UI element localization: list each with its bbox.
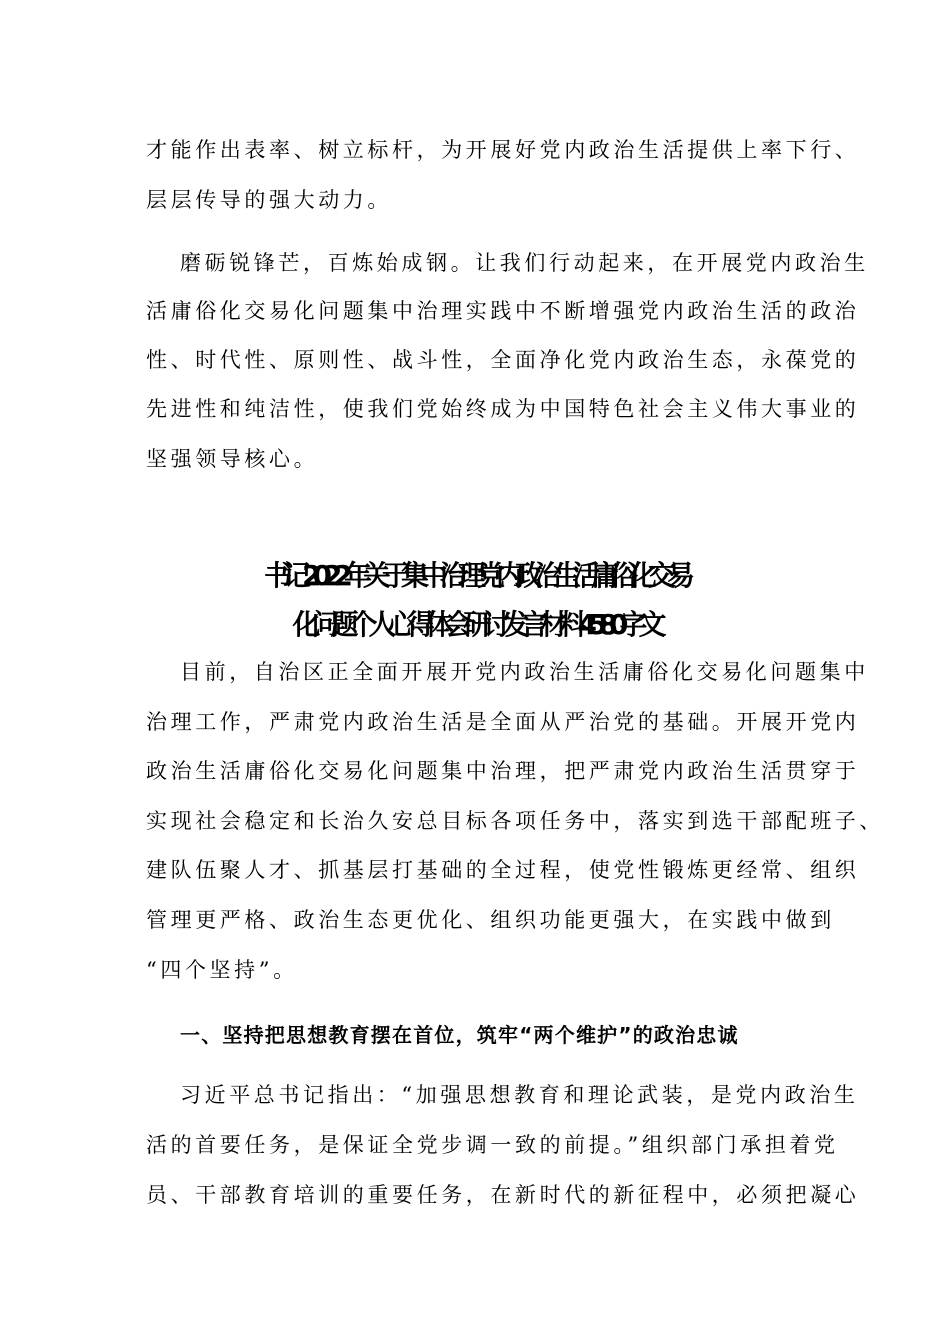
paragraph-4-line-1: 习近平总书记指出：“加强思想教育和理论武装，是党内政治生: [180, 1083, 859, 1107]
paragraph-3-line-6: 管理更严格、政治生态更优化、组织功能更强大，在实践中做到: [146, 908, 835, 932]
paragraph-1-line-1: 才能作出表率、树立标杆，为开展好党内政治生活提供上率下行、: [146, 138, 860, 162]
paragraph-2-line-4: 先进性和纯洁性，使我们党始终成为中国特色社会主义伟大事业的: [146, 397, 860, 421]
paragraph-2-line-3: 性、时代性、原则性、战斗性，全面净化党内政治生态，永葆党的: [146, 348, 860, 372]
article-title-line-2: 化问题个人心得体会研讨发言材料4580字文: [292, 608, 658, 641]
paragraph-3-line-5: 建队伍聚人才、抓基层打基础的全过程，使党性锻炼更经常、组织: [146, 858, 860, 882]
paragraph-2-line-2: 活庸俗化交易化问题集中治理实践中不断增强党内政治生活的政治: [146, 299, 860, 323]
paragraph-4-line-3: 员、干部教育培训的重要任务，在新时代的新征程中，必须把凝心: [146, 1183, 860, 1207]
paragraph-3-line-3: 政治生活庸俗化交易化问题集中治理，把严肃党内政治生活贯穿于: [146, 759, 860, 783]
paragraph-4-line-2: 活的首要任务，是保证全党步调一致的前提。”组织部门承担着党: [146, 1133, 839, 1157]
paragraph-3-line-1: 目前，自治区正全面开展开党内政治生活庸俗化交易化问题集中: [180, 660, 869, 684]
article-title-line-1: 书记2022年关于集中治理党内政治生活庸俗化交易: [264, 559, 686, 592]
paragraph-3-line-2: 治理工作，严肃党内政治生活是全面从严治党的基础。开展开党内: [146, 710, 860, 734]
paragraph-2-line-1: 磨砺锐锋芒，百炼始成钢。让我们行动起来，在开展党内政治生: [180, 251, 869, 275]
paragraph-1-line-2: 层层传导的强大动力。: [146, 188, 392, 212]
paragraph-2-line-5: 坚强领导核心。: [146, 447, 319, 471]
section-heading: 一、坚持把思想教育摆在首位，筑牢“两个维护”的政治忠诚: [180, 1023, 739, 1047]
paragraph-3-line-7: “四个坚持”。: [146, 958, 298, 982]
paragraph-3-line-4: 实现社会稳定和长治久安总目标各项任务中，落实到选干部配班子、: [146, 809, 884, 833]
